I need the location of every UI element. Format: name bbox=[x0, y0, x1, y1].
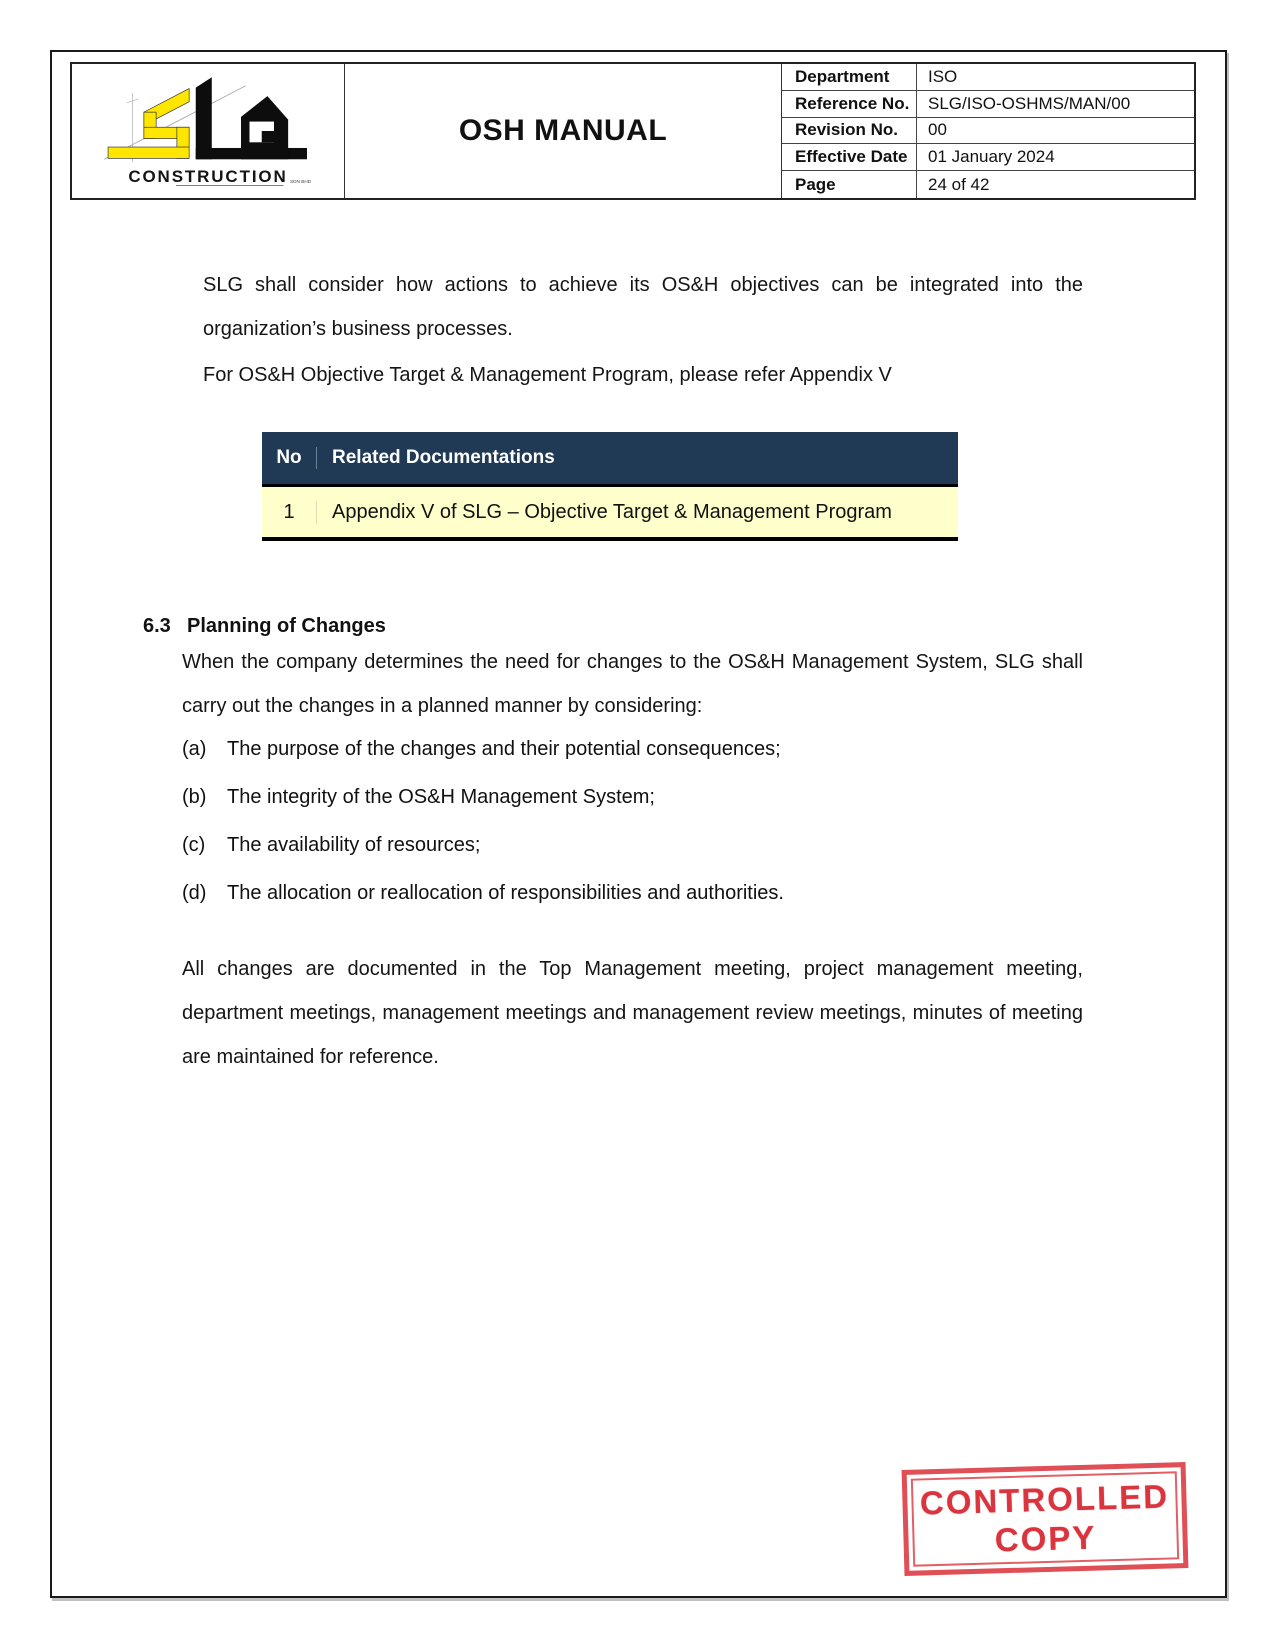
info-label-page: Page bbox=[795, 174, 836, 194]
paragraph-objectives: SLG shall consider how actions to achieve its OS&H objectives can be integrated into the organization’s business processes. bbox=[203, 274, 1083, 340]
slg-construction-logo-icon bbox=[92, 65, 324, 197]
list-item-a bbox=[182, 727, 1122, 771]
doc-table-header-row bbox=[262, 432, 958, 487]
list-marker-a: (a) bbox=[182, 738, 207, 760]
paragraph-appendix-reference: For OS&H Objective Target & Management Program, please refer Appendix V bbox=[203, 364, 892, 386]
info-label-revision: Revision No. bbox=[782, 118, 916, 145]
stamp-line1: CONTROLLED bbox=[919, 1477, 1170, 1522]
info-value-reference: SLG/ISO-OSHMS/MAN/00 bbox=[916, 91, 1194, 118]
section-title: Planning of Changes bbox=[187, 615, 386, 637]
stamp-line2: COPY bbox=[994, 1518, 1097, 1559]
logo-suffix-text: SDN BHD bbox=[290, 178, 312, 184]
info-value-page: 24 of 42 bbox=[916, 171, 1194, 198]
list-marker-c: (c) bbox=[182, 834, 206, 856]
doc-table-row bbox=[262, 487, 958, 537]
info-value-effective-date: 01 January 2024 bbox=[916, 144, 1194, 171]
section-number: 6.3 bbox=[143, 615, 171, 637]
title-cell bbox=[344, 64, 782, 198]
doc-table-header-doc: Related Documentations bbox=[332, 447, 555, 468]
info-value-department: ISO bbox=[916, 64, 1194, 91]
list-item-c bbox=[182, 823, 1122, 867]
doc-table-cell-no: 1 bbox=[262, 501, 317, 524]
list-text-c: The availability of resources; bbox=[227, 834, 481, 856]
section-heading bbox=[143, 612, 386, 640]
list-text-b: The integrity of the OS&H Management System; bbox=[227, 786, 655, 808]
list-item-d bbox=[182, 871, 1122, 915]
doc-table-cell-doc: Appendix V of SLG – Objective Target & Management Program bbox=[332, 500, 892, 523]
document-title: OSH MANUAL bbox=[458, 113, 668, 147]
list-marker-d: (d) bbox=[182, 882, 207, 904]
logo-construction-text: CONSTRUCTION bbox=[128, 166, 288, 186]
info-label-department: Department bbox=[782, 64, 916, 91]
info-label-effective-date: Effective Date bbox=[782, 144, 916, 171]
controlled-copy-stamp bbox=[902, 1462, 1189, 1576]
stamp-inner-border bbox=[911, 1471, 1179, 1566]
list-marker-b: (b) bbox=[182, 786, 207, 808]
list-text-d: The allocation or reallocation of responsibilities and authorities. bbox=[227, 882, 784, 904]
list-text-a: The purpose of the changes and their potential consequences; bbox=[227, 738, 781, 760]
section-intro-paragraph: When the company determines the need for changes to the OS&H Management System, SLG shall carry out the changes in a planned manner by considering: bbox=[182, 651, 1083, 717]
related-documentation-table bbox=[262, 432, 958, 541]
info-value-revision: 00 bbox=[916, 118, 1194, 145]
document-header-table bbox=[70, 62, 1196, 200]
closing-paragraph: All changes are documented in the Top Management meeting, project management meeting, department meetings, management meetings and management review meetings, minutes of meeting are maintained for reference. bbox=[182, 958, 1083, 1068]
doc-table-header-no: No bbox=[262, 447, 317, 469]
info-label-reference: Reference No. bbox=[782, 91, 916, 118]
list-item-b bbox=[182, 775, 1122, 819]
company-logo bbox=[72, 64, 344, 198]
